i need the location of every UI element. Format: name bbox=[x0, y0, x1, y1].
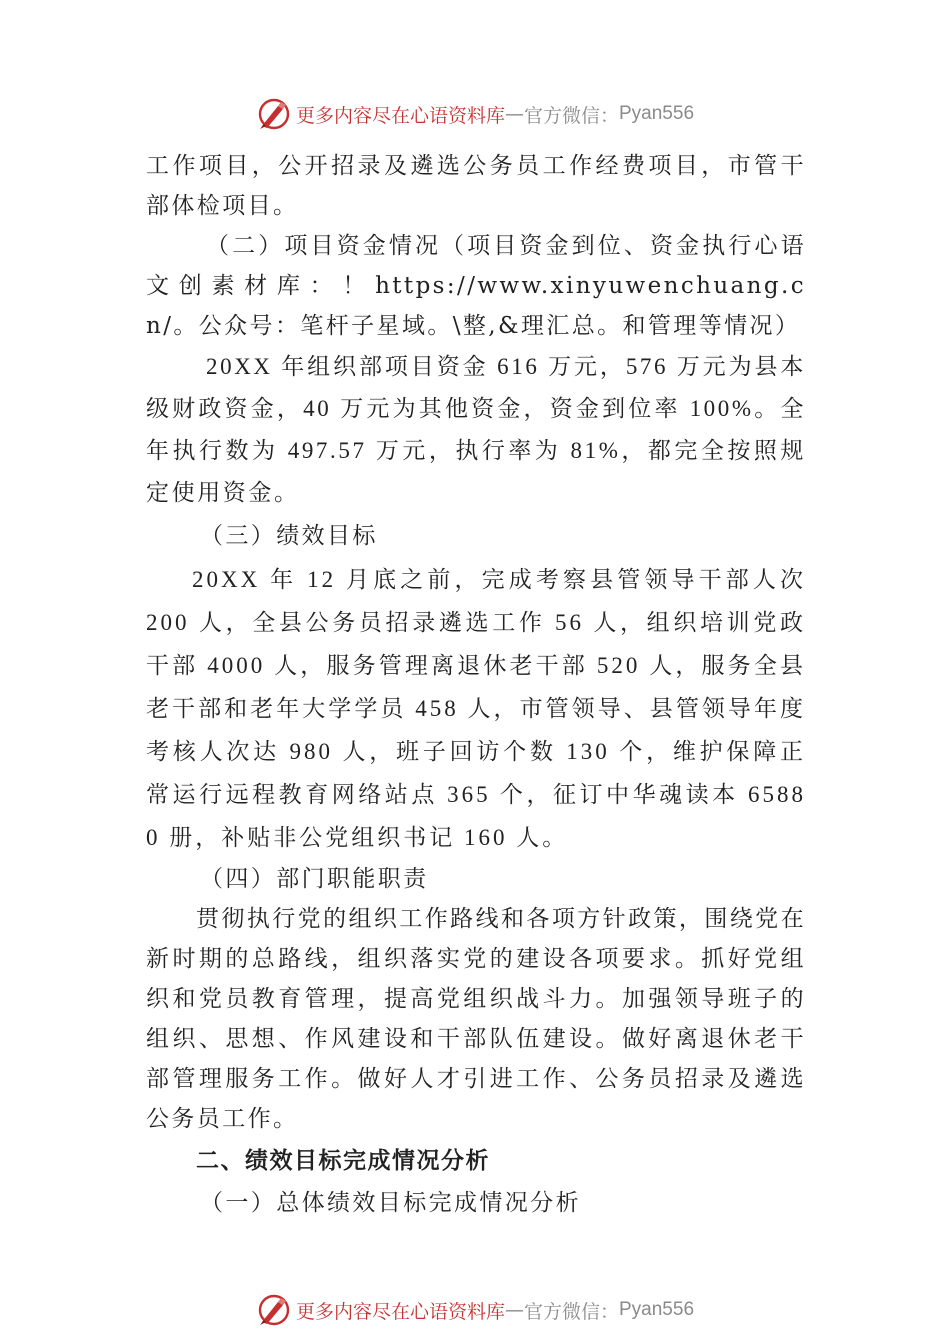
paragraph-department-duties: 贯彻执行党的组织工作路线和各项方针政策，围绕党在新时期的总路线，组织落实党的建设各项要求。抓好党组织和党员教育管理，提高党组织战斗力。加强领导班子的组织、思想、作风建设和干部队伍建设。做好离退休老干部管理服务工作。做好人才引进工作、公务员招录及遴选公务员工作。 bbox=[146, 906, 806, 1132]
banner-dash: — bbox=[504, 103, 524, 125]
footer-handle-label: 官方微信： bbox=[523, 1300, 619, 1323]
heading-overall-analysis: （一）总体绩效目标完成情况分析 bbox=[200, 1190, 581, 1216]
footer-lead-text: 更多内容尽在心语资料库 bbox=[295, 1300, 505, 1323]
paragraph-performance-goals: 20XX 年 12 月底之前，完成考察县管领导干部人次 200 人，全县公务员招录遴选工作 56 人，组织培训党政干部 4000 人，服务管理离退休老干部 520 人，服务全县老干部和老年大学学员 458 人，市管领导、县管领导年度考核人次达 980 人，班子回访个数 130 个，维护保障正常运行远程教育网络站点 365 个，征订中华魂读本 65880 册，补贴非公党组织书记 160 人。 bbox=[146, 567, 806, 850]
footer-handle: Pyan556 bbox=[619, 1299, 695, 1320]
footer-banner bbox=[0, 1290, 950, 1330]
heading-department-duties: （四）部门职能职责 bbox=[200, 866, 429, 892]
paragraph-funds-figures: 20XX 年组织部项目资金 616 万元，576 万元为县本级财政资金，40 万元为其他资金，资金到位率 100%。全年执行数为 497.57 万元，执行率为 81%，都完全按照规定使用资金。 bbox=[146, 354, 806, 505]
banner-handle: Pyan556 bbox=[619, 103, 695, 124]
paragraph-project-funds: （二）项目资金情况（项目资金到位、资金执行心语文创素材库：！https://www.xinyuwenchuang.cn/。公众号：笔杆子星域。\整,&理汇总。和管理等情况） bbox=[146, 233, 806, 339]
document-body bbox=[146, 146, 806, 1223]
banner-handle-label: 官方微信： bbox=[523, 104, 619, 127]
pen-circle-logo-icon bbox=[256, 96, 292, 132]
paragraph-project-list: 工作项目，公开招录及遴选公务员工作经费项目，市管干部体检项目。 bbox=[146, 153, 806, 219]
header-banner bbox=[0, 94, 950, 134]
pen-circle-logo-icon bbox=[256, 1292, 292, 1328]
heading-section-two: 二、绩效目标完成情况分析 bbox=[196, 1148, 490, 1174]
heading-performance-goals: （三）绩效目标 bbox=[200, 523, 378, 549]
footer-dash: — bbox=[504, 1299, 524, 1321]
banner-lead-text: 更多内容尽在心语资料库 bbox=[295, 104, 505, 127]
